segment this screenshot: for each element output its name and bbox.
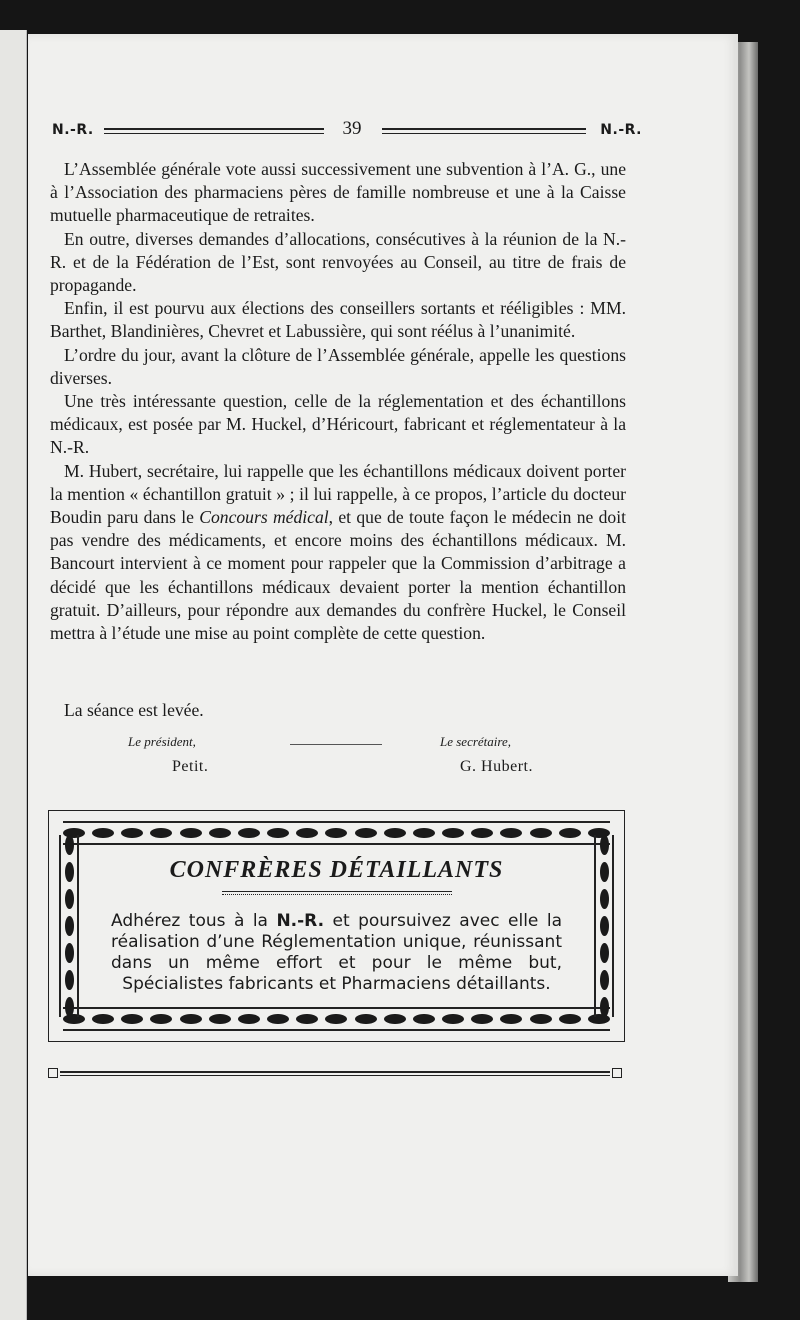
chain-link [413,828,435,838]
closing-line: La séance est levée. [64,700,204,720]
chain-link [296,1014,318,1024]
chain-link [600,943,609,963]
ad-text-part: Adhérez tous à la [111,911,277,931]
paragraph: L’ordre du jour, avant la clôture de l’Assemblée générale, appelle les questions diverses. [50,344,626,388]
chain-link [238,1014,260,1024]
rule-square-right [612,1068,622,1078]
secretary-name: G. Hubert. [460,758,533,775]
chain-link [325,828,347,838]
ad-text [111,911,562,995]
page-number: 39 [342,118,362,139]
chain-link [150,828,172,838]
document-page [28,34,738,1276]
chain-link [209,828,231,838]
left-page-edge [0,30,27,1320]
chain-link [600,970,609,990]
ad-text-part: et poursuivez avec elle la réalisation d’une Réglementation unique, réunissant dans un même effort et pour le même but, Spécialistes fabricants et Pharmaciens détaillants. [111,911,562,994]
chain-link [267,1014,289,1024]
chain-link [355,1014,377,1024]
paragraph: En outre, diverses demandes d’allocations, consécutives à la réunion de la N.-R. et de la Fédération de l’Est, sont renvoyées au Conseil, au titre de frais de propagande. [50,228,626,296]
chain-link [180,828,202,838]
bottom-rule [48,1071,622,1077]
chain-link [65,970,74,990]
ad-title: CONFRÈRES DÉTAILLANTS [169,857,504,883]
running-header [52,118,642,140]
chain-link [600,889,609,909]
header-rule-left [104,128,324,134]
president-name: Petit. [172,758,209,775]
chain-link [471,828,493,838]
chain-link [500,1014,522,1024]
advertisement-box [48,810,625,1042]
chain-link [296,828,318,838]
paragraph: Enfin, il est pourvu aux élections des conseillers sortants et rééligibles : MM. Barthet, Blandinières, Chevret et Labussière, qui sont réélus à l’unanimité. [50,298,626,342]
chain-link [442,1014,464,1024]
paragraph: Une très intéressante question, celle de la réglementation et des échantillons médicaux, est posée par M. Huckel, d’Héricourt, fabricant et réglementateur à la N.-R. [50,391,626,458]
chain-link [559,1014,581,1024]
chain-link [121,1014,143,1024]
chain-link [384,1014,406,1024]
ad-title-underline [222,891,452,895]
chain-border-bottom [63,1007,610,1031]
body-text [50,158,626,645]
chain-border-top [63,821,610,845]
ad-text-bold: N.-R. [276,911,325,931]
chain-link [530,1014,552,1024]
chain-link [267,828,289,838]
paragraph-hubert [50,460,626,646]
rule-square-left [48,1068,58,1078]
chain-link [180,1014,202,1024]
chain-link [65,997,74,1017]
chain-link [413,1014,435,1024]
chain-link [65,835,74,855]
header-right: N.-R. [600,122,642,138]
chain-link [150,1014,172,1024]
chain-link [355,828,377,838]
secretary-label: Le secrétaire, [440,734,511,749]
chain-link [92,1014,114,1024]
chain-link [384,828,406,838]
chain-link [121,828,143,838]
header-left: N.-R. [52,122,94,138]
chain-link [65,916,74,936]
paragraph-text: , et que de toute façon le médecin ne doit pas vendre des médicaments, et encore moins des échantillons médicaux. M. Bancourt intervient à ce moment pour rappeler que la Commission d’arbitrage a décidé que les échantillons médicaux devaient porter la mention échantillon gratuit. D’ailleurs, pour répondre aux demandes du confrère Huckel, le Conseil mettra à l’étude une mise au point complète de cette question. [50,507,626,644]
chain-link [325,1014,347,1024]
chain-link [559,828,581,838]
chain-link [442,828,464,838]
chain-link [600,916,609,936]
signature-divider [290,744,382,745]
chain-link [600,997,609,1017]
chain-link [600,835,609,855]
president-label: Le président, [128,734,196,749]
chain-link [65,943,74,963]
chain-link [92,828,114,838]
chain-link [65,889,74,909]
rule-line [60,1071,610,1076]
chain-link [530,828,552,838]
chain-link [500,828,522,838]
paragraph: L’Assemblée générale vote aussi successivement une subvention à l’A. G., une à l’Association des pharmaciens pères de famille nombreuse et une à la Caisse mutuelle pharmaceutique de retraites. [50,159,626,226]
header-rule-right [382,128,586,134]
paragraph-text: M. Hubert, secrétaire, lui rappelle que les échantillons médicaux doivent porter la mention « échantillon gratuit » ; il lui rappelle, à ce propos, l’article du docteur Boudin paru dans le [50,460,626,528]
chain-link [238,828,260,838]
chain-link [209,1014,231,1024]
journal-title: Concours médical [199,507,329,528]
chain-link [471,1014,493,1024]
